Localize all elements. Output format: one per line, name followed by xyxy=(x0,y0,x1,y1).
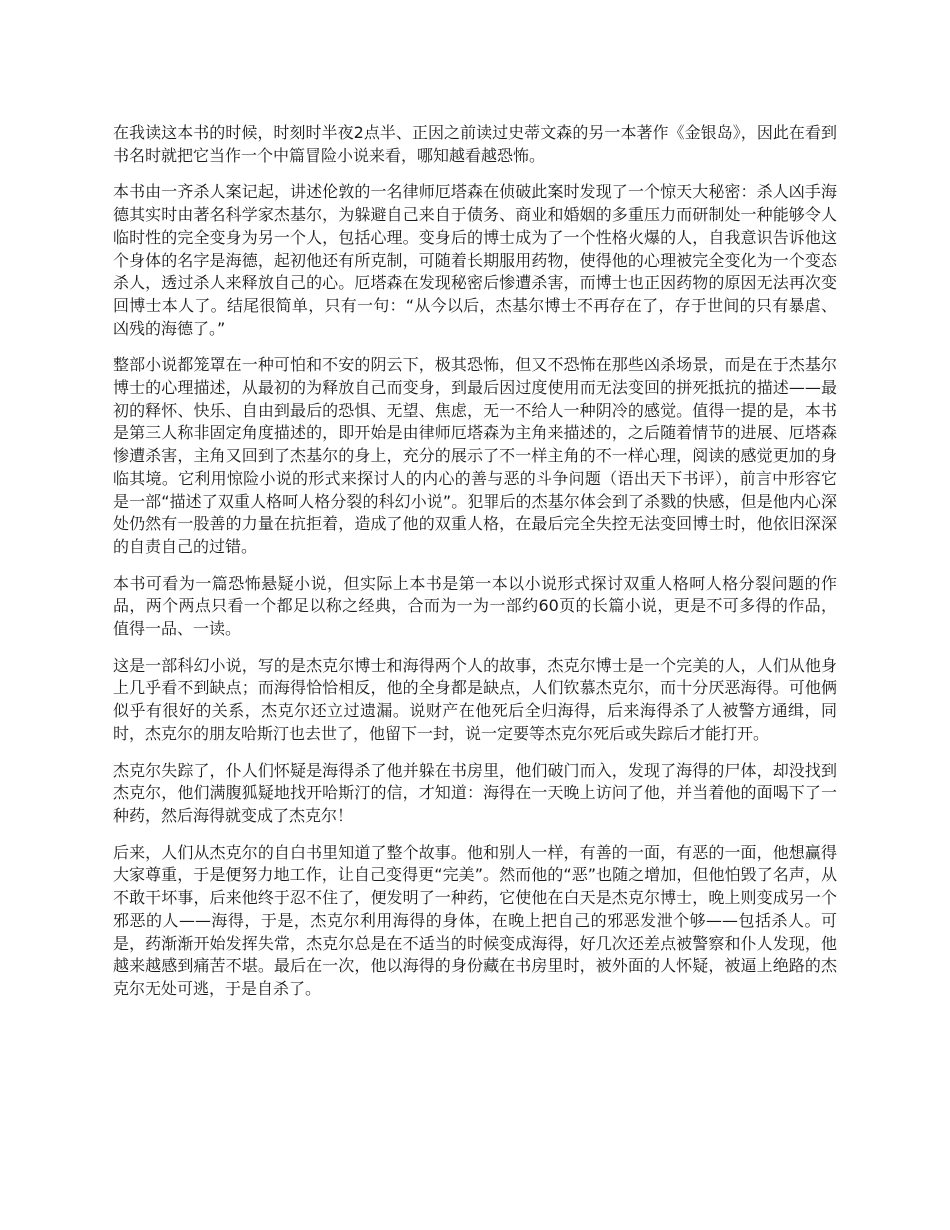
document-page xyxy=(113,122,837,1015)
paragraph-2: 本书由一齐杀人案记起，讲述伦敦的一名律师厄塔森在侦破此案时发现了一个惊天大秘密：杀人凶手海德其实时由著名科学家杰基尔，为躲避自己来自于债务、商业和婚姻的多重压力而研制处一种能够令人临时性的完全变身为另一个人，包括心理。变身后的博士成为了一个性格火爆的人，自我意识告诉他这个身体的名字是海德，起初他还有所克制，可随着长期服用药物，使得他的心理被完全变化为一个变态杀人，透过杀人来释放自己的心。厄塔森在发现秘密后惨遭杀害，而博士也正因药物的原因无法再次变回博士本人了。结尾很简单，只有一句：“从今以后，杰基尔博士不再存在了，存于世间的只有暴虐、凶残的海德了。” xyxy=(113,182,837,338)
paragraph-4: 本书可看为一篇恐怖悬疑小说，但实际上本书是第一本以小说形式探讨双重人格呵人格分裂问题的作品，两个两点只看一个都足以称之经典，合而为一为一部约60页的长篇小说，更是不可多得的作品，值得一品、一读。 xyxy=(113,573,837,639)
paragraph-3: 整部小说都笼罩在一种可怕和不安的阴云下，极其恐怖，但又不恐怖在那些凶杀场景，而是在于杰基尔博士的心理描述，从最初的为释放自己而变身，到最后因过度使用而无法变回的拼死抵抗的描述——最初的释怀、快乐、自由到最后的恐惧、无望、焦虑，无一不给人一种阴冷的感觉。值得一提的是，本书是第三人称非固定角度描述的，即开始是由律师厄塔森为主角来描述的，之后随着情节的进展、厄塔森惨遭杀害，主角又回到了杰基尔的身上，充分的展示了不一样主角的不一样心理，阅读的感觉更加的身临其境。它利用惊险小说的形式来探讨人的内心的善与恶的斗争问题（语出天下书评），前言中形容它是一部“描述了双重人格呵人格分裂的科幻小说”。犯罪后的杰基尔体会到了杀戮的快感，但是他内心深处仍然有一股善的力量在抗拒着，造成了他的双重人格，在最后完全失控无法变回博士时，他依旧深深的自责自己的过错。 xyxy=(113,355,837,556)
paragraph-1: 在我读这本书的时候，时刻时半夜2点半、正因之前读过史蒂文森的另一本著作《金银岛》，因此在看到书名时就把它当作一个中篇冒险小说来看，哪知越看越恐怖。 xyxy=(113,123,837,165)
paragraph-7: 后来，人们从杰克尔的自白书里知道了整个故事。他和别人一样，有善的一面，有恶的一面，他想赢得大家尊重，于是便努力地工作，让自己变得更“完美”。然而他的“恶”也随之增加，但他怕毁了名声，从不敢干坏事，后来他终于忍不住了，便发明了一种药，它使他在白天是杰克尔博士，晚上则变成另一个邪恶的人——海得，于是，杰克尔利用海得的身体，在晚上把自己的邪恶发泄个够——包括杀人。可是，药渐渐开始发挥失常，杰克尔总是在不适当的时候变成海得，好几次还差点被警察和仆人发现，他越来越感到痛苦不堪。最后在一次，他以海得的身份藏在书房里时，被外面的人怀疑，被逼上绝路的杰克尔无处可逃，于是自杀了。 xyxy=(113,842,837,998)
paragraph-5: 这是一部科幻小说，写的是杰克尔博士和海得两个人的故事，杰克尔博士是一个完美的人，人们从他身上几乎看不到缺点；而海得恰恰相反，他的全身都是缺点，人们钦慕杰克尔，而十分厌恶海得。可他俩似乎有很好的关系，杰克尔还立过遗漏。说财产在他死后全归海得，后来海得杀了人被警方通缉，同时，杰克尔的朋友哈斯汀也去世了，他留下一封，说一定要等杰克尔死后或失踪后才能打开。 xyxy=(113,655,837,743)
paragraph-6: 杰克尔失踪了，仆人们怀疑是海得杀了他并躲在书房里，他们破门而入，发现了海得的尸体，却没找到杰克尔，他们满腹狐疑地找开哈斯汀的信，才知道：海得在一天晚上访问了他，并当着他的面喝下了一种药，然后海得就变成了杰克尔！ xyxy=(113,760,837,825)
